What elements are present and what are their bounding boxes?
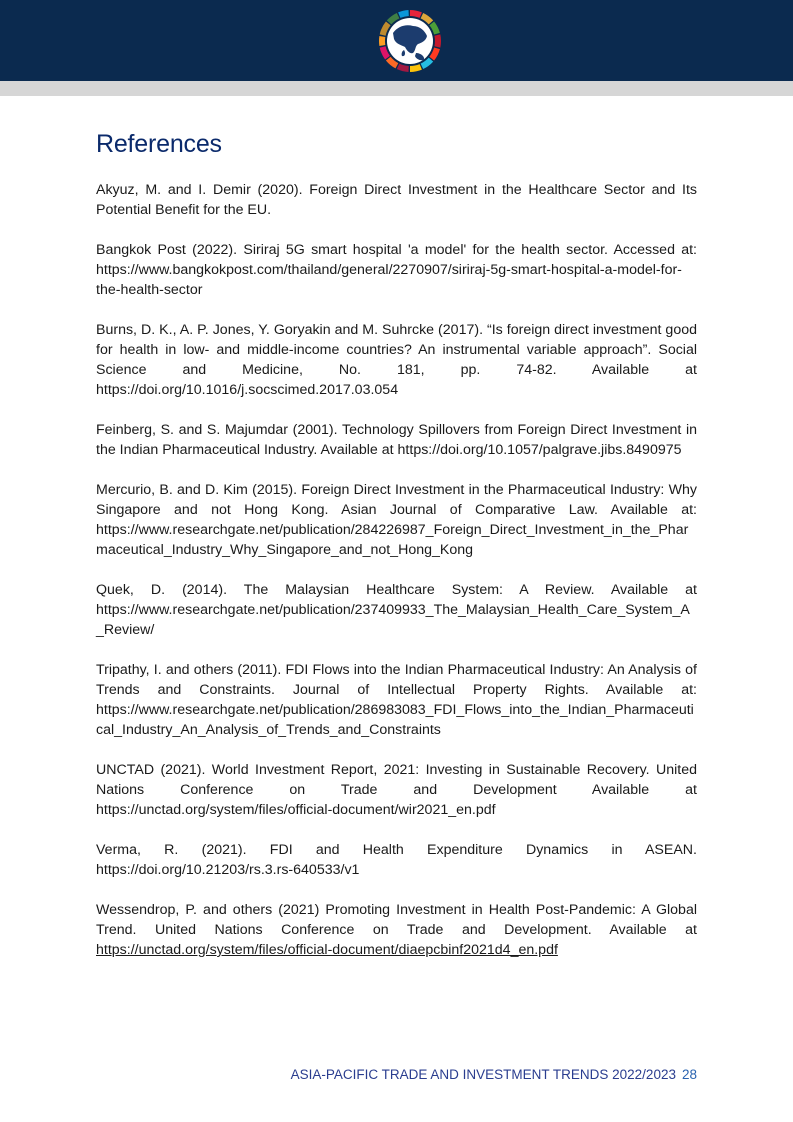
- reference-link[interactable]: https://www.researchgate.net/publication/286983083_FDI_Flows_into_the_Indian_Pharmaceutical_Industry_An_Analysis_of_Trends_and_Constraints: [96, 702, 694, 738]
- reference-text: Burns, D. K., A. P. Jones, Y. Goryakin and M. Suhrcke (2017). “Is foreign direct investment good for health in low- and middle-income countries? An instrumental variable approach”. Social Science and Medicine, No. 181, pp. 74-82. Available at: [96, 322, 697, 378]
- reference-text: UNCTAD (2021). World Investment Report, 2021: Investing in Sustainable Recovery. United Nations Conference on Trade and Development Available at: [96, 762, 697, 798]
- header-divider-band: [0, 81, 793, 96]
- reference-item: [96, 420, 697, 460]
- page-title: References: [96, 130, 222, 158]
- reference-item: [96, 840, 697, 880]
- reference-item: [96, 580, 697, 640]
- reference-text: Mercurio, B. and D. Kim (2015). Foreign Direct Investment in the Pharmaceutical Industry: Why Singapore and not Hong Kong. Asian Journal of Comparative Law. Available at:: [96, 482, 697, 518]
- publication-title: ASIA-PACIFIC TRADE AND INVESTMENT TRENDS 2022/2023: [290, 1067, 676, 1082]
- reference-link[interactable]: https://doi.org/10.1057/palgrave.jibs.8490975: [397, 442, 682, 458]
- reference-link[interactable]: https://www.researchgate.net/publication/284226987_Foreign_Direct_Investment_in_the_Pharmaceutical_Industry_Why_Singapore_and_not_Hong_Kong: [96, 522, 689, 558]
- reference-link[interactable]: https://www.bangkokpost.com/thailand/general/2270907/siriraj-5g-smart-hospital-a-model-for-the-health-sector: [96, 262, 682, 298]
- reference-item: [96, 760, 697, 820]
- reference-item: [96, 320, 697, 400]
- un-escap-globe-logo-icon: [377, 8, 443, 74]
- reference-text: Bangkok Post (2022). Siriraj 5G smart hospital 'a model' for the health sector. Accessed at:: [96, 242, 697, 258]
- reference-item: [96, 900, 697, 960]
- reference-link[interactable]: https://www.researchgate.net/publication/237409933_The_Malaysian_Health_Care_System_A_Review/: [96, 602, 690, 638]
- reference-link[interactable]: https://unctad.org/system/files/official-document/wir2021_en.pdf: [96, 802, 496, 818]
- reference-text: Feinberg, S. and S. Majumdar (2001). Technology Spillovers from Foreign Direct Investment in the Indian Pharmaceutical Industry. Available at: [96, 422, 697, 458]
- reference-text: Wessendrop, P. and others (2021) Promoting Investment in Health Post-Pandemic: A Global Trend. United Nations Conference on Trade and Development. Available at: [96, 902, 697, 938]
- page-footer: [291, 1067, 697, 1082]
- reference-text: Verma, R. (2021). FDI and Health Expenditure Dynamics in ASEAN.: [96, 842, 697, 858]
- reference-item: [96, 480, 697, 560]
- reference-link[interactable]: https://doi.org/10.21203/rs.3.rs-640533/v1: [96, 862, 360, 878]
- reference-link[interactable]: https://unctad.org/system/files/official-document/diaepcbinf2021d4_en.pdf: [96, 942, 558, 958]
- reference-link[interactable]: https://doi.org/10.1016/j.socscimed.2017.03.054: [96, 382, 399, 398]
- reference-text: Tripathy, I. and others (2011). FDI Flows into the Indian Pharmaceutical Industry: An Analysis of Trends and Constraints. Journal of Intellectual Property Rights. Available at:: [96, 662, 697, 698]
- reference-item: [96, 660, 697, 740]
- reference-item: [96, 240, 697, 300]
- reference-item: [96, 180, 697, 220]
- reference-text: Akyuz, M. and I. Demir (2020). Foreign Direct Investment in the Healthcare Sector and Its Potential Benefit for the EU.: [96, 182, 697, 218]
- references-list: [96, 180, 697, 980]
- page-number: 28: [681, 1067, 697, 1082]
- reference-text: Quek, D. (2014). The Malaysian Healthcare System: A Review. Available at: [96, 582, 697, 598]
